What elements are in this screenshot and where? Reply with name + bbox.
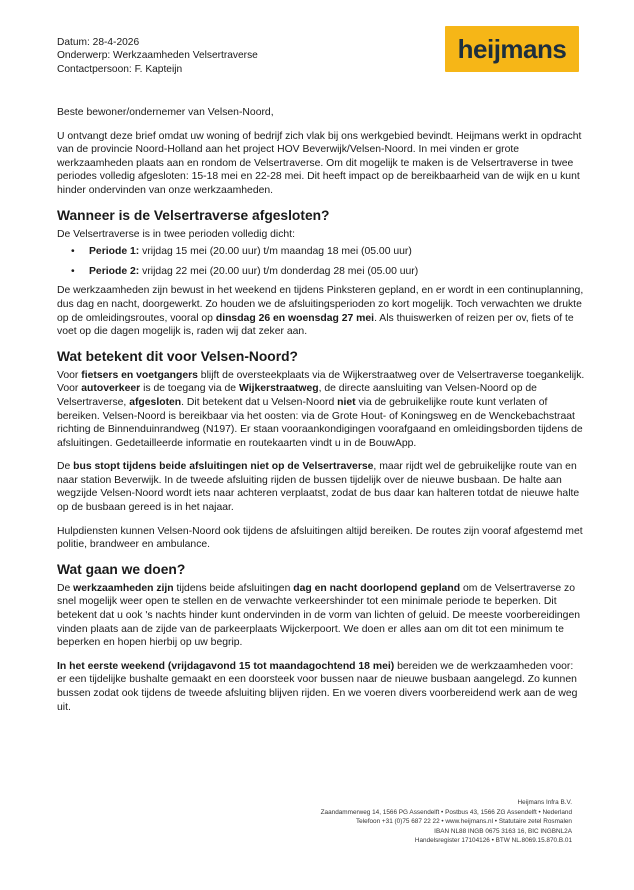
period-1-label: Periode 1:	[89, 246, 140, 258]
logo-text: heijmans	[457, 33, 567, 64]
impact-bold-cars: autoverkeer	[81, 383, 141, 395]
footer-registry: Handelsregister 17104126 • BTW NL.8069.15.870.B.01	[414, 837, 572, 845]
weekend-bold: In het eerste weekend (vrijdagavond 15 tot maandagochtend 18 mei)	[57, 660, 395, 672]
impact-paragraph	[57, 369, 585, 451]
footer-bank: IBAN NL88 INGB 0675 3163 16, BIC INGBNL2A	[434, 827, 572, 835]
footer-address: Zaandammerweg 14, 1566 PG Assendelft • Postbus 43, 1566 ZG Assendelft • Nederland	[320, 808, 572, 816]
footer-contact: Telefoon +31 (0)75 687 22 22 • www.heijmans.nl • Statutaire zetel Rosmalen	[355, 818, 572, 826]
period-2-text: vrijdag 22 mei (20.00 uur) t/m donderdag 28 mei (05.00 uur)	[139, 265, 419, 277]
bus-bold: bus stopt tijdens beide afsluitingen niet op de Velsertraverse	[73, 461, 374, 473]
intro-paragraph: U ontvangt deze brief omdat uw woning of bedrijf zich vlak bij ons werkgebied bevindt. Heijmans werkt in opdracht van de provincie Noord-Holland aan het project HOV Beverwijk/Velsen-Noord. In mei vinden er grote werkzaamheden plaats aan en rondom de Velsertraverse. Om dit mogelijk te maken is de Velsertraverse in twee periodes volledig afgesloten: 15-18 mei en 22-28 mei. Dit heeft impact op de bereikbaarheid van de wijk en u kunt hinder ondervinden van onze werkzaamheden.	[57, 130, 582, 196]
closure-periods-list	[57, 245, 585, 278]
weekend-paragraph	[57, 660, 585, 714]
closure-paragraph	[57, 284, 585, 338]
closure-busy-days: dinsdag 26 en woensdag 27 mei	[215, 312, 375, 324]
letter-date: Datum: 28-4-2026	[57, 37, 140, 48]
period-2-item	[81, 265, 585, 279]
heijmans-logo	[445, 26, 579, 72]
closure-text-b: . Als thuiswerken of reizen per ov, fiets of te voet op die dagen mogelijk is, raden wij dat zeker aan.	[57, 312, 574, 338]
letter-meta	[57, 36, 258, 76]
period-1-text: vrijdag 15 mei (20.00 uur) t/m maandag 18 mei (05.00 uur)	[139, 246, 412, 258]
footer-company: Heijmans Infra B.V.	[517, 799, 572, 806]
impact-bold-road: Wijkerstraatweg	[238, 383, 319, 395]
closure-text-a: De werkzaamheden zijn bewust in het weekend en tijdens Pinksteren gepland, en er wordt in een continuplanning, dus dag en nacht, doorgewerkt. Zo houden we de afsluitingsperioden zo kort mogelijk. Toch verwachten we drukte op de omleidingsroutes, vooral op	[57, 285, 584, 324]
impact-text-3: is de toegang via de	[140, 383, 239, 395]
section-impact-title: Wat betekent dit voor Velsen-Noord?	[57, 348, 298, 364]
work-bold-2: dag en nacht doorlopend gepland	[293, 582, 461, 594]
impact-text-1: Voor	[57, 369, 82, 381]
work-text-1: De	[57, 582, 74, 594]
work-text-2: tijdens beide afsluitingen	[173, 582, 294, 594]
letter-subject: Onderwerp: Werkzaamheden Velsertraverse	[57, 50, 258, 62]
period-1-item	[81, 245, 585, 259]
emergency-paragraph: Hulpdiensten kunnen Velsen-Noord ook tijdens de afsluitingen altijd bereiken. De routes zijn vooraf afgestemd met politie, brandweer en ambulance.	[57, 525, 583, 551]
section-work-title: Wat gaan we doen?	[57, 561, 186, 577]
weekend-text: bereiden we de werkzaamheden voor: er een tijdelijke bushalte gemaakt en een doorsteek voor bussen naar de nieuwe busbaan aangelegd. Zo kunnen bussen zodat ook tijdens de tweede afsluiting blijven rijden. En we voeren divers voorbereidend werk aan de weg uit.	[57, 660, 578, 713]
work-bold-1: werkzaamheden zijn	[73, 582, 174, 594]
period-2-label: Periode 2:	[89, 265, 140, 277]
impact-bold-cyclists: fietsers en voetgangers	[81, 369, 198, 381]
work-text-3: om de Velsertraverse zo snel mogelijk weer open te stellen en de verwachte verkeershinder tot een minimale periode te beperken. Dit betekent dat u ook 's nachts hinder kunt ondervinden in de vorm van lichten of geluid. De meeste voorbereidingen vinden plaats aan de zijde van de parkeerplaats Wijckerpoort. We doen er alles aan om dit tot een minimum te beperken en hopen hierbij op uw begrip.	[57, 582, 580, 649]
greeting: Beste bewoner/ondernemer van Velsen-Noord,	[57, 107, 274, 118]
bus-text-b: , maar rijdt wel de gebruikelijke route van en naar station Beverwijk. In de tweede afsluiting rijden de bussen tijdelijk over de nieuwe busbaan. De halte aan wegzijde Velsen-Noord wordt iets naar achteren verplaatst, zodat de bus daar kan halteren totdat de nieuwe halte op de busbaan gereed is in het najaar.	[57, 461, 580, 514]
impact-text-2: blijft de oversteekplaats via de Wijkerstraatweg over de Velsertraverse toegankelijk. Voor	[57, 369, 585, 395]
bus-paragraph	[57, 460, 585, 514]
impact-text-5: . Dit betekent dat u Velsen-Noord	[181, 396, 338, 408]
letter-contact: Contactpersoon: F. Kapteijn	[57, 63, 183, 75]
impact-bold-not: niet	[337, 396, 356, 408]
work-paragraph	[57, 582, 585, 650]
impact-text-4: , de directe aansluiting van Velsen-Noord op de Velsertraverse,	[57, 383, 537, 408]
letter-footer	[321, 798, 572, 846]
closure-lead: De Velsertraverse is in twee perioden volledig dicht:	[57, 228, 295, 240]
section-closure-title: Wanneer is de Velsertraverse afgesloten?	[57, 207, 330, 223]
bus-text-a: De	[57, 461, 74, 473]
letter-body	[57, 106, 585, 724]
impact-text-6: via de gebruikelijke route kunt verlaten of bereiken. Velsen-Noord is bereikbaar via het oosten: via de Grote Hout- of Koningsweg en de Wenckebachstraat richting de Binnenduinrandweg (N197). Er staan vooraankondigingen voorafgaand en omleidingsborden tijdens de afsluitingen. Gedetailleerde informatie en routekaarten vindt u in de BouwApp.	[57, 396, 583, 449]
impact-bold-closed: afgesloten	[129, 396, 182, 408]
